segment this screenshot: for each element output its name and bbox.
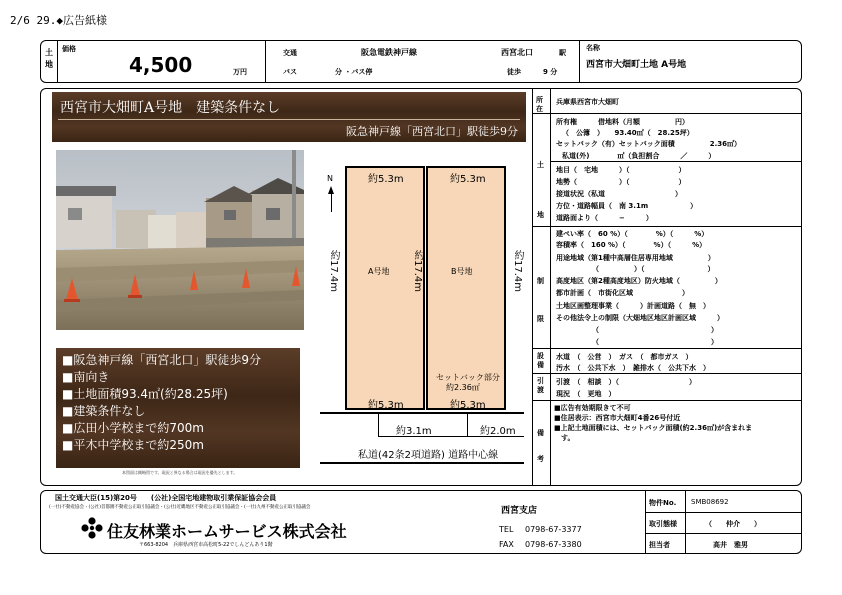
fax-label: FAX — [499, 540, 514, 549]
access-text: 阪急神戸線「西宮北口」駅徒歩9分 — [346, 125, 518, 138]
license: 国土交通大臣(15)第20号 (公社)全国宅地建物取引業保証協会会員 — [55, 494, 277, 502]
feature-panel — [56, 348, 300, 468]
note-row: す。 — [554, 434, 575, 442]
property-no-label: 物件No. — [649, 499, 677, 507]
land-label: 土地 — [537, 161, 544, 219]
limit-row: 高度地区（第2種高度地区）防火地域（ ） — [556, 277, 722, 285]
land-row: 所有権 借地料（月額 円） — [556, 118, 689, 126]
limit-row: （ ）（ ） — [592, 265, 715, 273]
bus-label: バス — [283, 68, 297, 76]
property-name: 西宮市大畑町土地 A号地 — [586, 60, 687, 70]
facility-row: 水道 （ 公営 ） ガス （ 都市ガス ） — [556, 353, 693, 361]
north-label: N — [327, 174, 333, 183]
notes-label: 備考 — [537, 429, 544, 463]
property-title: 西宮市大畑町A号地 建築条件なし — [60, 100, 281, 116]
price-label: 価格 — [62, 45, 76, 53]
land-detail-row: 地勢（ ）（ ） — [556, 178, 686, 186]
line-name: 阪急電鉄神戸線 — [361, 48, 417, 57]
handover-label: 引渡 — [537, 377, 544, 394]
lot-b-label: B号地 — [451, 267, 473, 276]
land-row: （ 公簿 ） 93.40㎡（ 28.25坪） — [562, 129, 694, 137]
side-dim-left: 約17.4m — [328, 250, 339, 293]
land-detail-row: 地目（ 宅地 ）（ ） — [556, 166, 686, 174]
north-arrow — [326, 174, 338, 214]
feature-item: ■建築条件なし — [62, 404, 146, 418]
tel-value: 0798-67-3377 — [525, 525, 582, 534]
fax-value: 0798-67-3380 — [525, 540, 582, 549]
company-address: 〒663-8204 兵庫県西宮市高松町5-22でしんどんあり1階 — [139, 542, 273, 548]
limit-row: （ ） — [592, 338, 718, 346]
feature-item: ■広田小学校まで約700m — [62, 421, 204, 435]
company-name: 住友林業ホームサービス株式会社 — [107, 522, 347, 541]
setback-note-1: セットバック部分 — [436, 373, 500, 382]
type-label: 土地 — [45, 48, 53, 69]
tel-label: TEL — [499, 525, 514, 534]
top-dim-a: 約5.3m — [368, 174, 404, 185]
feature-item: ■平木中学校まで約250m — [62, 438, 204, 452]
price-value: 4,500 — [129, 53, 193, 77]
staff-label: 担当者 — [649, 541, 670, 549]
bottom-dim-a: 約5.3m — [368, 400, 404, 411]
limit-row: その他法令上の制限（大畑地区地区計画区域 ） — [556, 314, 724, 322]
property-no: SMB08692 — [691, 498, 729, 506]
staff-value: 高井 雅男 — [713, 541, 748, 549]
limit-row: 容積率（ 160 %）（ %）（ %） — [556, 241, 707, 249]
limit-row: 土地区画整理事業（ ）計画道路（ 無 ） — [556, 302, 710, 310]
bottom-dim-b: 約5.3m — [450, 400, 486, 411]
page-header: 2/6 29.◆広告紙様 — [10, 14, 107, 27]
land-row: セットバック（有）セットバック面積 2.36㎡） — [556, 140, 741, 148]
road-dim-left: 約3.1m — [396, 426, 432, 437]
station-name: 西宮北口 — [501, 48, 533, 57]
top-info-box — [40, 40, 802, 83]
footer-box — [40, 490, 802, 554]
transport-label: 交通 — [283, 49, 297, 57]
lot-photo — [56, 150, 304, 330]
top-dim-b: 約5.3m — [450, 174, 486, 185]
location-label: 所在 — [536, 96, 543, 113]
side-dim-mid: 約17.4m — [412, 250, 423, 293]
handover-row: 引渡 （ 相談 ）（ ） — [556, 378, 696, 386]
facility-row: 汚水 （ 公共下水 ） 雑排水（ 公共下水 ） — [556, 364, 710, 372]
limit-row: 建ぺい率（ 60 %）（ %）（ %） — [556, 230, 709, 238]
title-banner — [52, 92, 526, 142]
feature-item: ■南向き — [62, 370, 110, 384]
road-label: 私道(42条2項道路) 道路中心線 — [358, 450, 499, 461]
land-detail-row: 接道状況（私道 ） — [556, 190, 682, 198]
limit-row: 都市計画（ 市街化区域 ） — [556, 289, 689, 297]
limit-row: 用途地域（第1種中高層住居専用地域 ） — [556, 254, 715, 262]
limit-label: 制限 — [537, 277, 544, 323]
walk-detail: 9 分 — [543, 68, 558, 76]
company-logo-icon — [81, 517, 103, 539]
bus-detail: 分 ・バス停 — [335, 68, 373, 76]
name-label: 名称 — [586, 44, 600, 52]
note-row: ■上記土地面積には、セットバック面積(約2.36㎡)が含まれま — [554, 424, 753, 432]
lot-a-label: A号地 — [368, 267, 390, 276]
disclaimer: 本図面は概略図です。現況と異なる場合は現況を優先とします。 — [122, 470, 238, 475]
walk-label: 徒歩 — [507, 68, 521, 76]
side-dim-right: 約17.4m — [512, 250, 523, 293]
location-value: 兵庫県西宮市大畑町 — [556, 98, 619, 106]
station-suffix: 駅 — [559, 49, 566, 57]
note-row: ■住居表示：西宮市大畑町4番26号付近 — [554, 414, 681, 422]
feature-item: ■土地面積93.4㎡(約28.25坪) — [62, 387, 228, 401]
deal-label: 取引態様 — [649, 520, 677, 528]
road-dim-right: 約2.0m — [480, 426, 516, 437]
limit-row: （ ） — [592, 326, 718, 334]
handover-row: 現況 （ 更地 ） — [556, 390, 616, 398]
land-detail-row: 方位・道路幅員（ 南 3.1m ） — [556, 202, 698, 210]
price-unit: 万円 — [233, 68, 247, 76]
note-row: ■広告有効期限きて不可 — [554, 404, 631, 412]
facility-label: 設備 — [537, 352, 544, 369]
feature-item: ■阪急神戸線「西宮北口」駅徒歩9分 — [62, 353, 261, 367]
land-detail-row: 道路面より（ − ） — [556, 214, 653, 222]
branch-name: 西宮支店 — [501, 506, 538, 516]
deal-value: （ 仲介 ） — [705, 520, 761, 528]
associations: (一社)不動産協会・(公社)首都圏不動産公正取引協議会・(公社)近畿地区不動産公正取引協議会・(一社)九州不動産公正取引協議会 — [49, 505, 311, 510]
land-row: 私道(外) ㎡（負担割合 ／ ） — [562, 152, 716, 160]
setback-note-2: 約2.36㎡ — [446, 383, 480, 392]
